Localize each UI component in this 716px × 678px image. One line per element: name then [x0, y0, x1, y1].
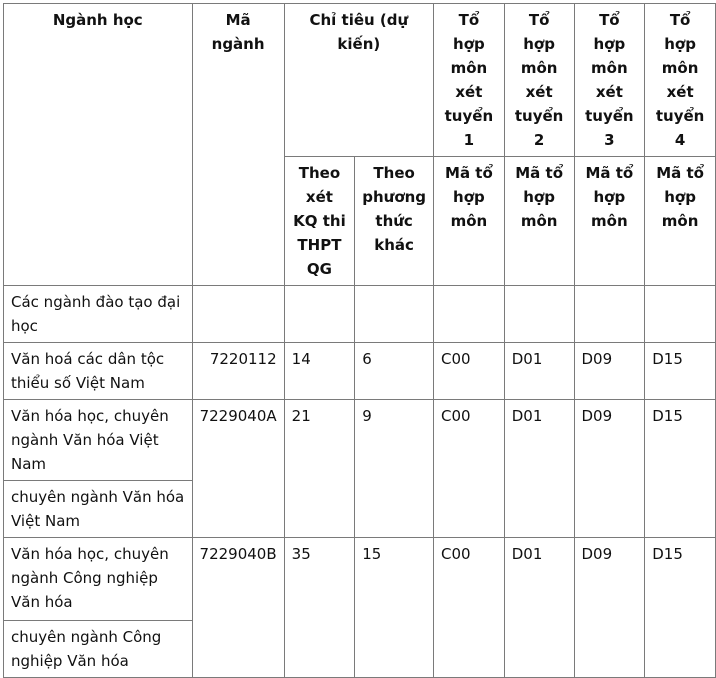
- empty-cell: [574, 286, 645, 343]
- combo-3: D09: [574, 538, 645, 678]
- combo-4: D15: [645, 538, 716, 678]
- empty-cell: [645, 286, 716, 343]
- header-row-1: [4, 4, 716, 157]
- header-to-hop-1: Tổ hợp môn xét tuyển 1: [434, 4, 505, 157]
- header-ma-to-hop-2: Mã tổ hợp môn: [504, 157, 574, 286]
- header-to-hop-3: Tổ hợp môn xét tuyển 3: [574, 4, 645, 157]
- quota-other: 9: [355, 400, 434, 538]
- category-row: [4, 286, 716, 343]
- header-nganh-hoc: Ngành học: [4, 4, 193, 286]
- major-name: Văn hóa học, chuyên ngành Văn hóa Việt Nam: [4, 400, 193, 481]
- empty-cell: [192, 286, 284, 343]
- header-ma-nganh: Mã ngành: [192, 4, 284, 286]
- combo-2: D01: [504, 400, 574, 538]
- header-to-hop-2: Tổ hợp môn xét tuyển 2: [504, 4, 574, 157]
- combo-2: D01: [504, 343, 574, 400]
- empty-cell: [434, 286, 505, 343]
- empty-cell: [504, 286, 574, 343]
- major-name: Văn hóa học, chuyên ngành Công nghiệp Văn hóa: [4, 538, 193, 621]
- combo-4: D15: [645, 343, 716, 400]
- table-row: [4, 400, 716, 481]
- header-theo-pt: Theo phương thức khác: [355, 157, 434, 286]
- category-label: Các ngành đào tạo đại học: [4, 286, 193, 343]
- header-ma-to-hop-1: Mã tổ hợp môn: [434, 157, 505, 286]
- empty-cell: [355, 286, 434, 343]
- major-name: Văn hoá các dân tộc thiểu số Việt Nam: [4, 343, 193, 400]
- quota-thpt: 21: [284, 400, 355, 538]
- quota-other: 6: [355, 343, 434, 400]
- header-theo-kq: Theo xét KQ thi THPT QG: [284, 157, 355, 286]
- combo-4: D15: [645, 400, 716, 538]
- header-ma-to-hop-4: Mã tổ hợp môn: [645, 157, 716, 286]
- header-ma-to-hop-3: Mã tổ hợp môn: [574, 157, 645, 286]
- combo-1: C00: [434, 343, 505, 400]
- combo-1: C00: [434, 538, 505, 678]
- major-code: 7229040B: [192, 538, 284, 678]
- empty-cell: [284, 286, 355, 343]
- combo-1: C00: [434, 400, 505, 538]
- quota-other: 15: [355, 538, 434, 678]
- combo-3: D09: [574, 400, 645, 538]
- major-specialization: chuyên ngành Công nghiệp Văn hóa: [4, 621, 193, 678]
- combo-3: D09: [574, 343, 645, 400]
- major-specialization: chuyên ngành Văn hóa Việt Nam: [4, 481, 193, 538]
- header-chi-tieu: Chỉ tiêu (dự kiến): [284, 4, 433, 157]
- table-row: [4, 538, 716, 621]
- admissions-table: [3, 3, 716, 678]
- major-code: 7229040A: [192, 400, 284, 538]
- table-row: [4, 343, 716, 400]
- major-code: 7220112: [192, 343, 284, 400]
- header-to-hop-4: Tổ hợp môn xét tuyển 4: [645, 4, 716, 157]
- combo-2: D01: [504, 538, 574, 678]
- quota-thpt: 35: [284, 538, 355, 678]
- quota-thpt: 14: [284, 343, 355, 400]
